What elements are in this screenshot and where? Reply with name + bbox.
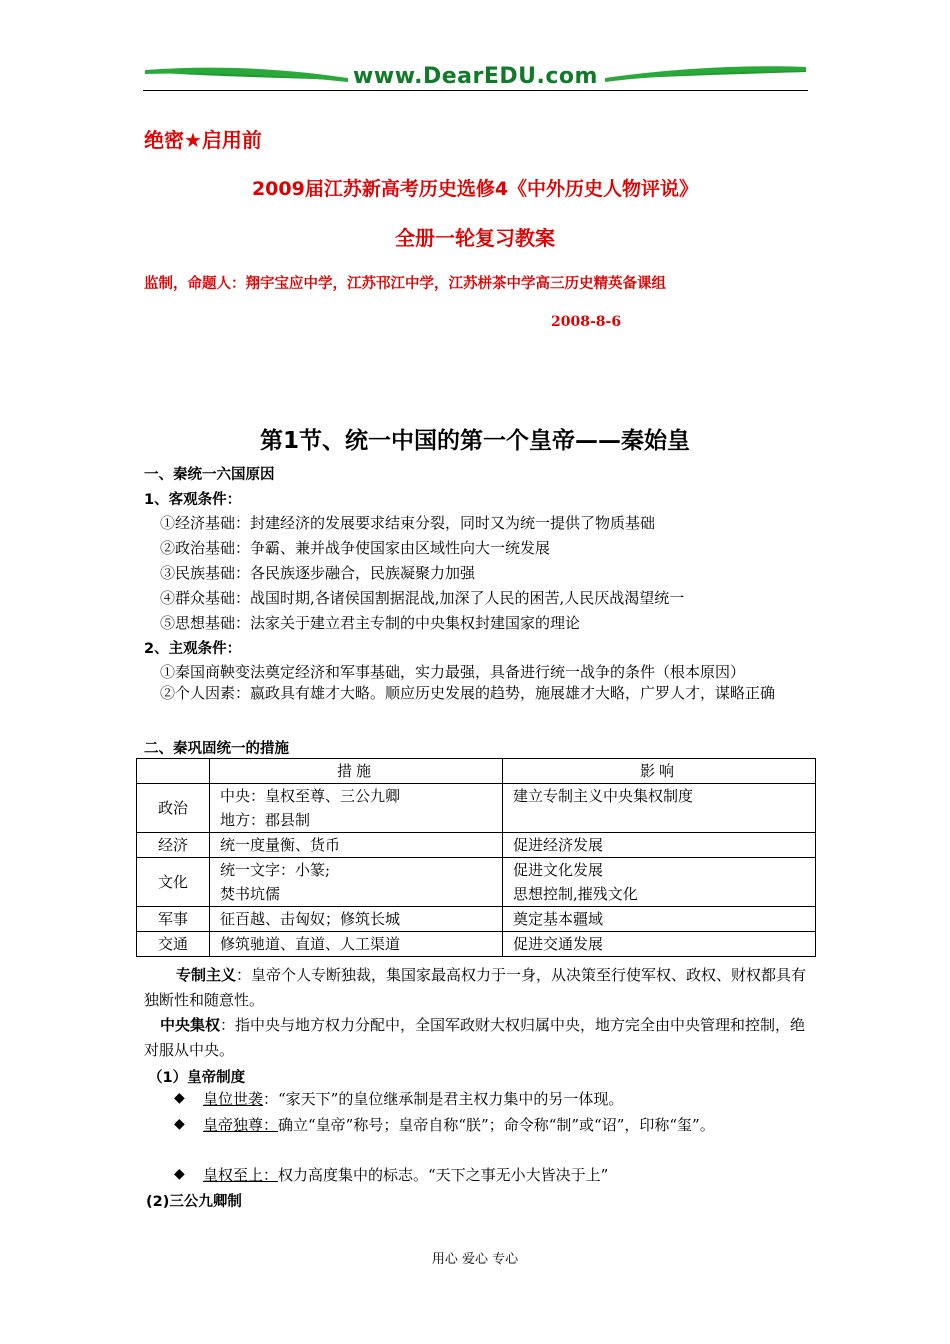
effect-line	[513, 808, 805, 832]
document-title: 2009届江苏新高考历史选修4《中外历史人物评说》	[251, 178, 699, 200]
measure-line: 统一文字：小篆;	[220, 861, 331, 879]
table-row	[137, 932, 816, 957]
emperor-system-heading: （1）皇帝制度	[148, 1070, 246, 1086]
diamond-bullet-icon: ◆	[174, 1116, 185, 1132]
effect-line: 建立专制主义中央集权制度	[513, 787, 694, 805]
bullet-item	[203, 1113, 807, 1138]
diamond-bullet-icon: ◆	[174, 1090, 185, 1106]
header-rule	[143, 90, 808, 91]
objective-item: ④群众基础：战国时期,各诸侯国割据混战,加深了人民的困苦,人民厌战渴望统一	[160, 589, 685, 607]
objective-item: ①经济基础：封建经济的发展要求结束分裂，同时又为统一提供了物质基础	[160, 514, 656, 532]
subjective-item: ②个人因素：嬴政具有雄才大略。顺应历史发展的趋势，施展雄才大略，广罗人才，谋略正确	[160, 684, 776, 702]
ministers-system-heading: (2)三公九卿制	[146, 1194, 242, 1210]
table-row	[137, 784, 816, 833]
document-subtitle: 全册一轮复习教案	[395, 226, 555, 250]
effect-line: 思想控制,摧残文化	[513, 885, 638, 903]
despotism-text: ：皇帝个人专断独裁，集国家最高权力于一身，从决策至行使军权、政权、财权都具有独断性和随意性。	[144, 966, 807, 1009]
bullet-term: 皇权至上：	[203, 1166, 279, 1184]
bullet-item	[203, 1087, 807, 1112]
table-row	[137, 833, 816, 858]
row-effect: 促进交通发展	[503, 932, 816, 957]
centralization-definition	[144, 1013, 808, 1063]
objective-item: ⑤思想基础：法家关于建立君主专制的中央集权封建国家的理论	[160, 614, 581, 632]
bullet-term: 皇帝独尊：	[203, 1116, 279, 1134]
measure-line: 地方：郡县制	[220, 811, 311, 829]
row-measure: 统一度量衡、货币	[210, 833, 503, 858]
row-category: 政治	[137, 784, 210, 833]
bullet-text: ：“家天下”的皇位继承制是君主权力集中的另一体现。	[263, 1090, 624, 1108]
section-title: 第1节、统一中国的第一个皇帝——秦始皇	[259, 428, 690, 454]
table-row	[137, 858, 816, 907]
column-header-measure: 措施	[210, 759, 503, 784]
row-measure	[210, 784, 503, 833]
row-category: 文化	[137, 858, 210, 907]
site-url: www.DearEDU.com	[353, 64, 598, 89]
effect-line: 促进文化发展	[513, 861, 604, 879]
subjective-item: ①秦国商鞅变法奠定经济和军事基础，实力最强，具备进行统一战争的条件（根本原因）	[160, 663, 746, 681]
supervisor-line: 监制，命题人：翔宇宝应中学，江苏邗江中学，江苏栟茶中学高三历史精英备课组	[144, 276, 666, 292]
site-banner	[143, 62, 808, 92]
row-category: 经济	[137, 833, 210, 858]
row-effect: 促进经济发展	[503, 833, 816, 858]
table-row	[137, 907, 816, 932]
centralization-term: 中央集权	[160, 1016, 221, 1034]
part2-heading: 二、秦巩固统一的措施	[144, 741, 289, 757]
table-header-row	[137, 759, 816, 784]
despotism-definition	[144, 963, 808, 1013]
objective-item: ②政治基础：争霸、兼并战争使国家由区域性向大一统发展	[160, 539, 551, 557]
row-category: 军事	[137, 907, 210, 932]
objective-item: ③民族基础：各民族逐步融合，民族凝聚力加强	[160, 564, 476, 582]
despotism-term: 专制主义	[176, 966, 237, 984]
measures-table	[136, 758, 816, 957]
bullet-text: 权力高度集中的标志。“天下之事无小大皆决于上”	[278, 1166, 609, 1184]
column-header-effect: 影响	[503, 759, 816, 784]
row-effect	[503, 784, 816, 833]
objective-heading: 1、客观条件：	[144, 492, 242, 508]
document-date: 2008-8-6	[551, 314, 622, 330]
row-category: 交通	[137, 932, 210, 957]
row-measure	[210, 858, 503, 907]
confidential-mark: 绝密★启用前	[144, 128, 262, 152]
bullet-text: 确立“皇帝”称号；皇帝自称“朕”；命令称“制”或“诏”，印称“玺”。	[278, 1116, 715, 1134]
centralization-text: ：指中央与地方权力分配中，全国军政财大权归属中央，地方完全由中央管理和控制，绝对服从中央。	[144, 1016, 806, 1059]
subjective-heading: 2、主观条件：	[144, 641, 242, 657]
bullet-item	[203, 1163, 807, 1188]
row-measure: 修筑驰道、直道、人工渠道	[210, 932, 503, 957]
row-effect: 奠定基本疆域	[503, 907, 816, 932]
row-effect	[503, 858, 816, 907]
bullet-term: 皇位世袭	[203, 1090, 264, 1108]
row-measure: 征百越、击匈奴；修筑长城	[210, 907, 503, 932]
measure-line: 中央：皇权至尊、三公九卿	[220, 787, 401, 805]
part1-heading: 一、秦统一六国原因	[144, 467, 275, 483]
measure-line: 焚书坑儒	[220, 885, 281, 903]
table-header-blank	[137, 759, 210, 784]
diamond-bullet-icon: ◆	[174, 1166, 185, 1182]
page-footer: 用心 爱心 专心	[431, 1252, 519, 1267]
